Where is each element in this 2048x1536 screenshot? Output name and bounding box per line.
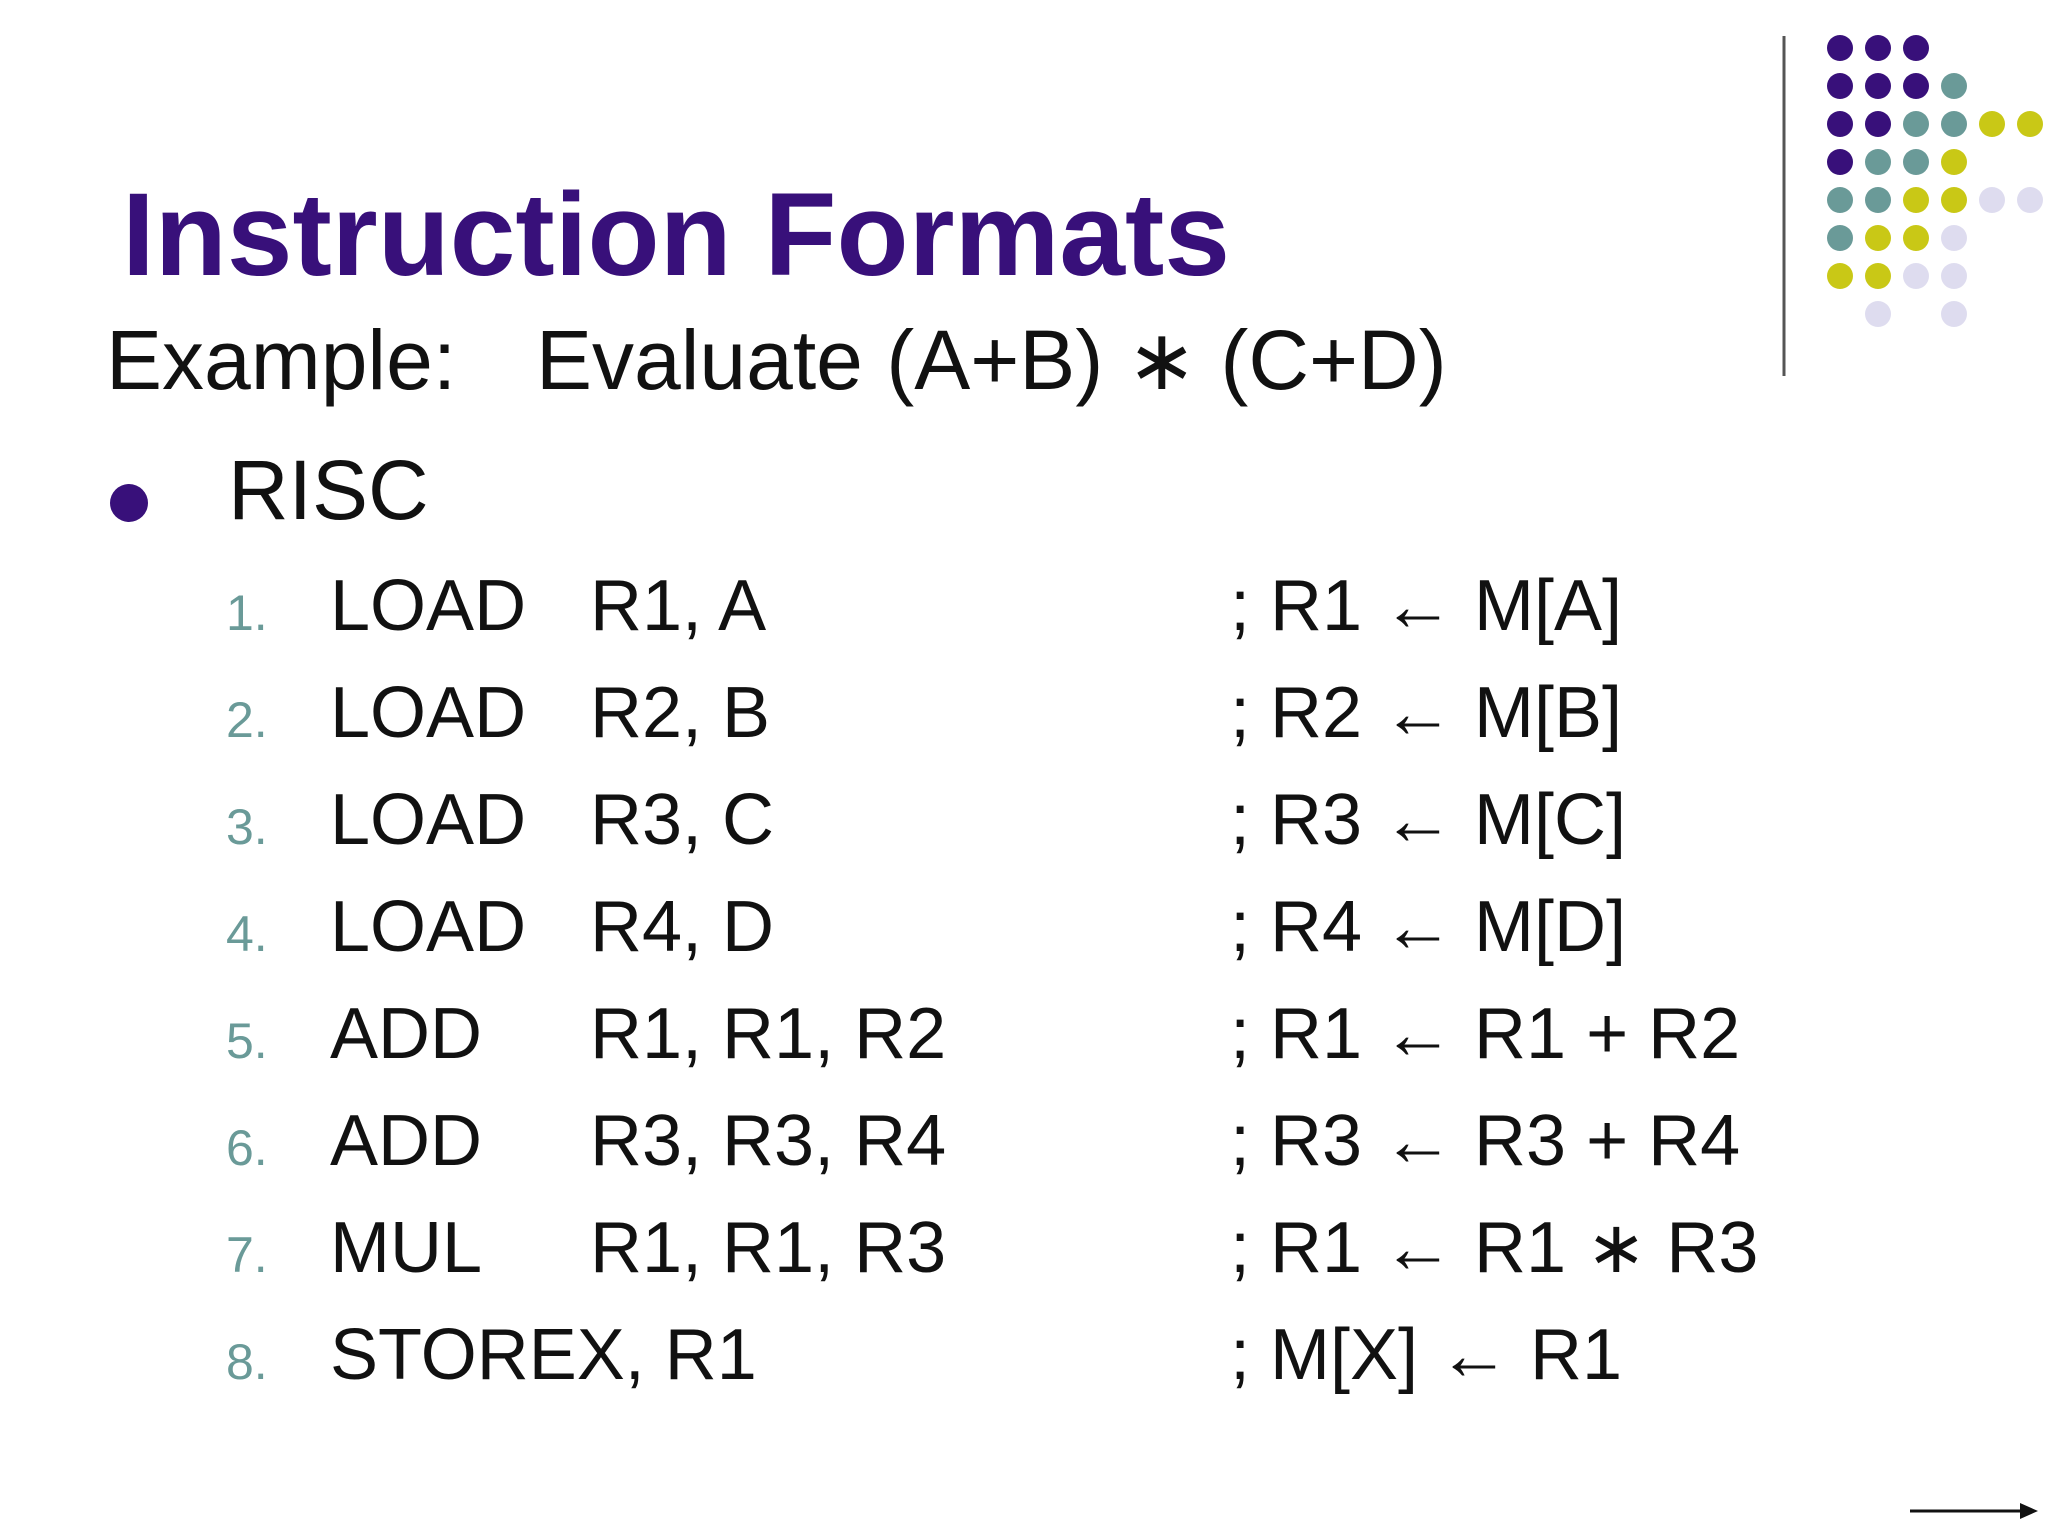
- instruction-comment: ; R1 ← R1 ∗ R3: [1230, 1208, 1759, 1288]
- decor-dot: [1827, 111, 1853, 137]
- decor-dot: [1865, 263, 1891, 289]
- decor-dot: [1903, 111, 1929, 137]
- instruction-comment: ; R1 ← M[A]: [1230, 566, 1623, 646]
- slide-title: Instruction Formats: [122, 169, 1230, 301]
- decor-dot: [1979, 111, 2005, 137]
- instruction-opcode: LOAD: [330, 780, 527, 860]
- instruction-number: 2.: [226, 692, 268, 748]
- bullet-text: RISC: [228, 443, 429, 537]
- next-arrow-icon[interactable]: [1910, 1496, 2038, 1526]
- instruction-number: 7.: [226, 1227, 268, 1283]
- instruction-item: [0, 673, 2048, 767]
- decor-dot: [1827, 263, 1853, 289]
- decor-dot: [1827, 73, 1853, 99]
- instruction-operands: R2, B: [590, 673, 771, 753]
- decor-dot: [1865, 73, 1891, 99]
- instruction-operands: R3, C: [590, 780, 775, 860]
- instruction-opcode: LOAD: [330, 566, 527, 646]
- instruction-number: 6.: [226, 1120, 268, 1176]
- decor-dot: [1827, 187, 1853, 213]
- instruction-comment: ; M[X] ← R1: [1230, 1315, 1623, 1395]
- decor-dot: [1941, 225, 1967, 251]
- decor-dot: [1903, 263, 1929, 289]
- instruction-comment: ; R4 ← M[D]: [1230, 887, 1627, 967]
- instruction-comment: ; R3 ← R3 + R4: [1230, 1101, 1741, 1181]
- instruction-operands: R1, A: [590, 566, 767, 646]
- decor-dot: [1941, 263, 1967, 289]
- decor-dot: [1941, 187, 1967, 213]
- instruction-opcode: LOAD: [330, 887, 527, 967]
- decor-dot: [1865, 301, 1891, 327]
- instruction-number: 3.: [226, 799, 268, 855]
- decor-dot: [1979, 187, 2005, 213]
- decor-dot: [1941, 301, 1967, 327]
- instruction-comment: ; R3 ← M[C]: [1230, 780, 1627, 860]
- example-expression: Evaluate (A+B) ∗ (C+D): [536, 313, 1447, 407]
- instruction-number: 1.: [226, 585, 268, 641]
- instruction-opcode: MUL: [330, 1208, 483, 1288]
- instruction-item: [0, 780, 2048, 874]
- decor-dot: [1903, 73, 1929, 99]
- decor-dot: [1865, 225, 1891, 251]
- instruction-opcode: LOAD: [330, 673, 527, 753]
- instruction-item: [0, 994, 2048, 1088]
- decor-dot: [1941, 73, 1967, 99]
- decor-dot: [2017, 111, 2043, 137]
- instruction-item: [0, 1315, 2048, 1409]
- instruction-operands: R3, R3, R4: [590, 1101, 947, 1181]
- decor-dot: [1865, 111, 1891, 137]
- instruction-comment: ; R2 ← M[B]: [1230, 673, 1623, 753]
- instruction-item: [0, 887, 2048, 981]
- decor-dot: [1865, 149, 1891, 175]
- example-line: [106, 313, 1447, 407]
- decor-dot: [1827, 149, 1853, 175]
- instruction-comment: ; R1 ← R1 + R2: [1230, 994, 1741, 1074]
- decor-dot: [1903, 149, 1929, 175]
- instruction-opcode: STOREX, R1: [330, 1315, 757, 1395]
- instruction-operands: R4, D: [590, 887, 775, 967]
- decor-dot: [1865, 187, 1891, 213]
- instruction-item: [0, 1101, 2048, 1195]
- decor-dot: [1941, 111, 1967, 137]
- instruction-item: [0, 566, 2048, 660]
- instruction-number: 5.: [226, 1013, 268, 1069]
- instruction-number: 8.: [226, 1334, 268, 1390]
- decor-dot: [2017, 187, 2043, 213]
- instruction-operands: R1, R1, R3: [590, 1208, 947, 1288]
- example-label: Example:: [106, 313, 457, 407]
- decor-dot: [1903, 225, 1929, 251]
- bullet-dot-icon: [110, 484, 148, 522]
- instruction-number: 4.: [226, 906, 268, 962]
- decor-dot: [1941, 149, 1967, 175]
- instruction-opcode: ADD: [330, 1101, 483, 1181]
- instruction-operands: R1, R1, R2: [590, 994, 947, 1074]
- decor-dot: [1827, 35, 1853, 61]
- instruction-item: [0, 1208, 2048, 1302]
- decor-dot: [1903, 187, 1929, 213]
- decor-dot: [1827, 225, 1853, 251]
- decor-dot: [1903, 35, 1929, 61]
- instruction-opcode: ADD: [330, 994, 483, 1074]
- decor-dot: [1865, 35, 1891, 61]
